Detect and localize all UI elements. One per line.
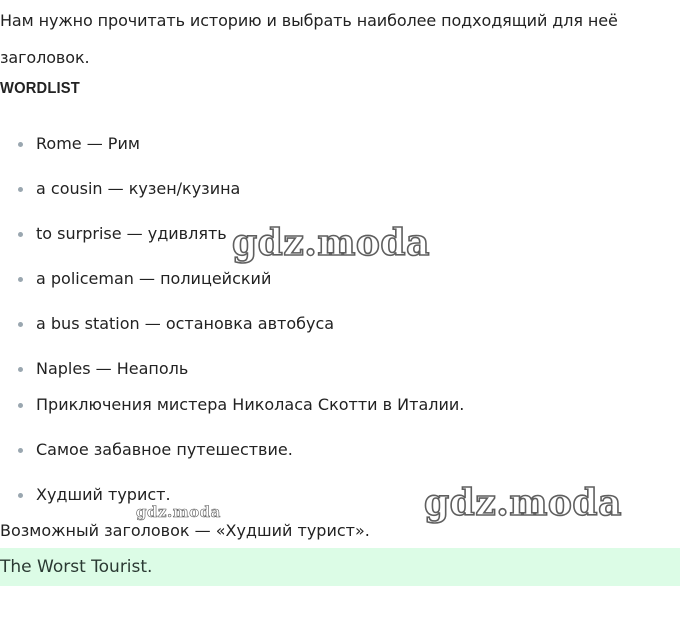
bullet-icon (18, 403, 23, 408)
answer-text: The Worst Tourist. (0, 557, 153, 577)
bullet-icon (18, 493, 23, 498)
title-option: Самое забавное путешествие. (36, 440, 293, 459)
bullet-icon (18, 448, 23, 453)
wordlist-entry: Naples — Неаполь (36, 359, 189, 378)
bullet-icon (18, 277, 23, 282)
bullet-icon (18, 142, 23, 147)
wordlist-entry: a cousin — кузен/кузина (36, 179, 241, 198)
wordlist-entry: to surprise — удивлять (36, 224, 227, 243)
answer-box (0, 548, 680, 586)
conclusion-text: Возможный заголовок — «Худший турист». (0, 521, 370, 540)
wordlist-entry: a policeman — полицейский (36, 269, 272, 288)
title-option: Приключения мистера Николаса Скотти в Италии. (36, 395, 465, 414)
title-option: Худший турист. (36, 485, 171, 504)
bullet-icon (18, 367, 23, 372)
bullet-icon (18, 187, 23, 192)
wordlist-heading: WORDLIST (0, 80, 80, 97)
bullet-icon (18, 232, 23, 237)
bullet-icon (18, 322, 23, 327)
wordlist-entry: a bus station — остановка автобуса (36, 314, 335, 333)
watermark: gdz.moda (232, 222, 430, 264)
watermark: gdz.moda (136, 503, 221, 521)
watermark: gdz.moda (424, 482, 622, 524)
intro-paragraph: Нам нужно прочитать историю и выбрать наиболее подходящий для неё заголовок. (0, 11, 618, 67)
wordlist-entry: Rome — Рим (36, 134, 140, 153)
